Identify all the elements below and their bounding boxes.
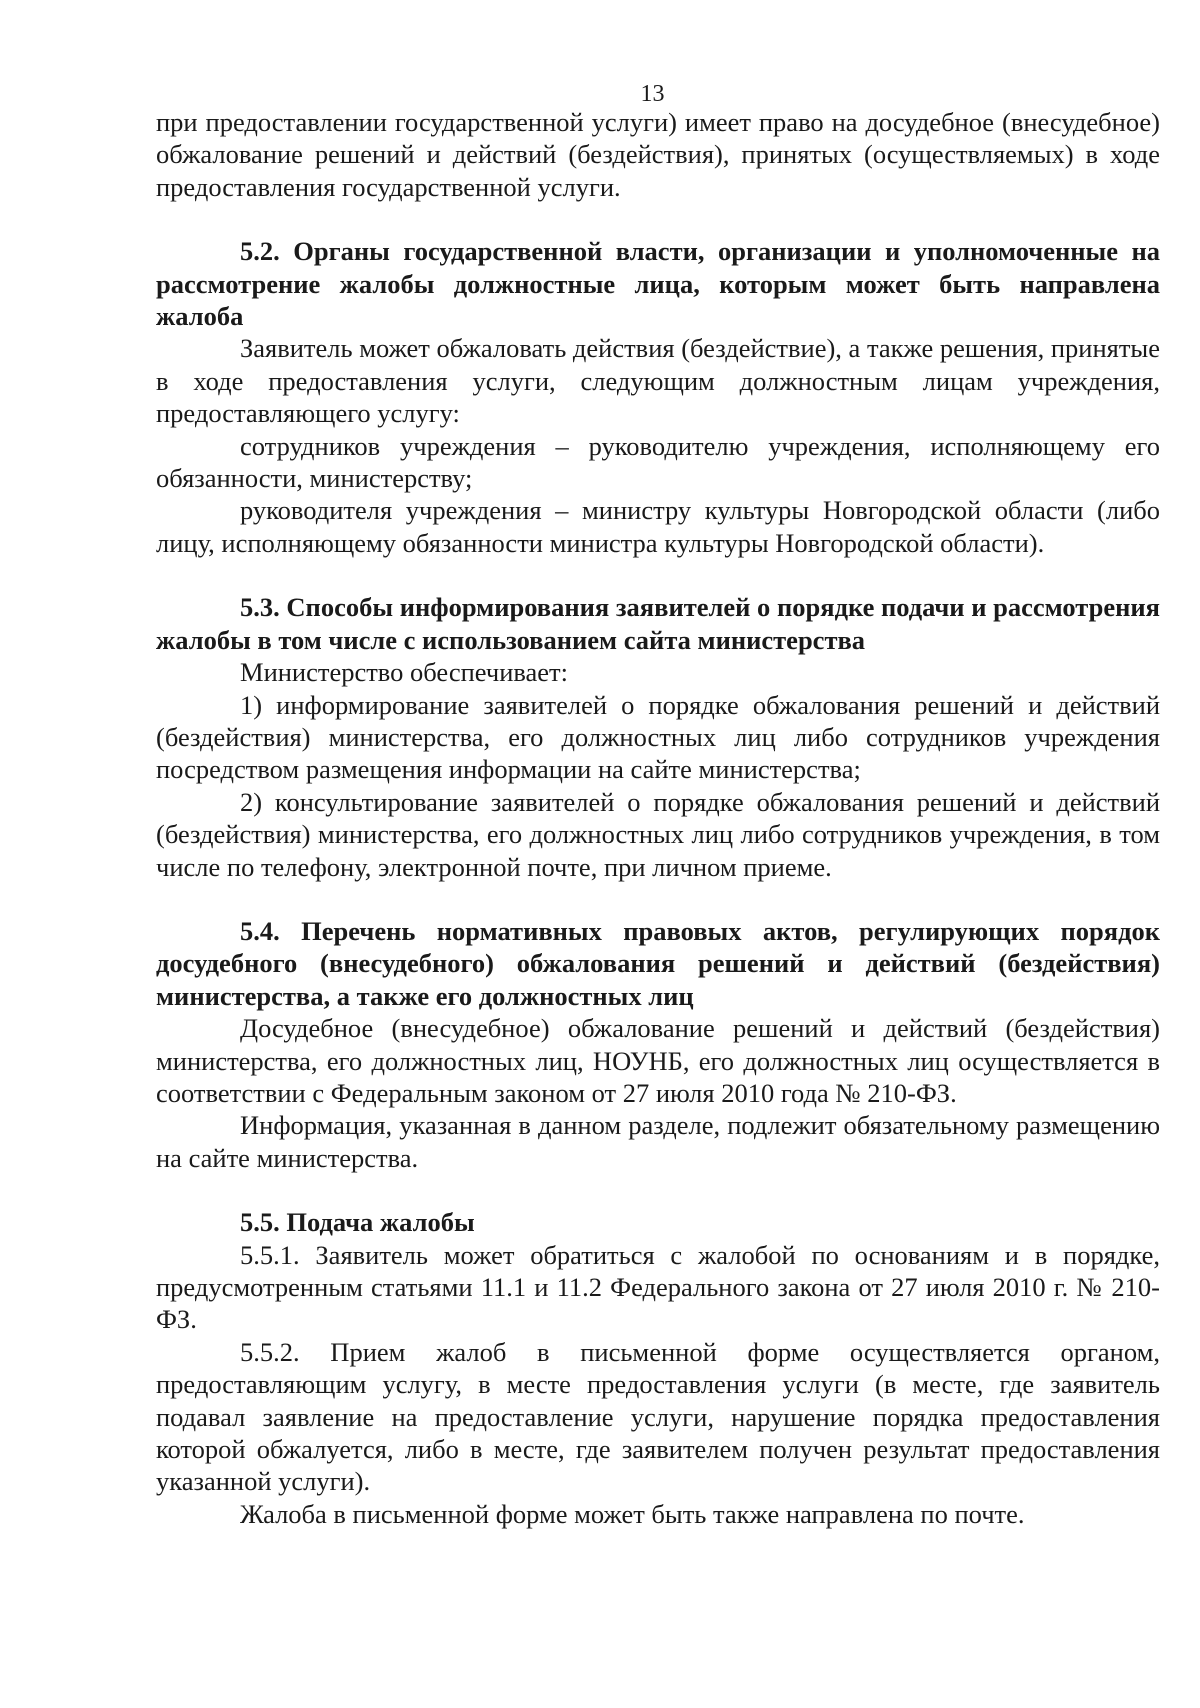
paragraph-5-2-b: сотрудников учреждения – руководителю учреждения, исполняющему его обязанности, министерству; <box>156 430 1160 494</box>
heading-5-4: 5.4. Перечень нормативных правовых актов, регулирующих порядок досудебного (внесудебного) обжалования решений и действий (бездействия) министерства, а также его должностных лиц <box>156 915 1160 1011</box>
page-number: 13 <box>640 81 665 107</box>
paragraph-5-3-a: Министерство обеспечивает: <box>240 657 569 688</box>
paragraph-5-2-c: руководителя учреждения – министру культуры Новгородской области (либо лицу, исполняющему обязанности министра культуры Новгородской области). <box>156 495 1160 558</box>
paragraph-5-5-1: 5.5.1. Заявитель может обратиться с жалобой по основаниям и в порядке, предусмотренным статьями 11.1 и 11.2 Федерального закона от 27 июля 2010 г. № 210-ФЗ. <box>156 1239 1160 1335</box>
heading-5-2: 5.2. Органы государственной власти, организации и уполномоченные на рассмотрение жалобы должностные лица, которым может быть направлена жалоба <box>156 236 1160 332</box>
paragraph-5-3-c: 2) консультирование заявителей о порядке обжалования решений и действий (бездействия) министерства, его должностных лиц либо сотрудников учреждения, в том числе по телефону, электронной почте, при личном приеме. <box>156 786 1160 882</box>
paragraph-intro: при предоставлении государственной услуги) имеет право на досудебное (внесудебное) обжалование решений и действий (бездействия), принятых (осуществляемых) в ходе предоставления государственной услуги. <box>156 107 1160 202</box>
heading-5-5: 5.5. Подача жалобы <box>240 1207 475 1238</box>
document-body <box>156 106 1160 1530</box>
paragraph-5-2-a: Заявитель может обжаловать действия (бездействие), а также решения, принятые в ходе предоставления услуги, следующим должностным лицам учреждения, предоставляющего услугу: <box>156 333 1160 429</box>
heading-5-3: 5.3. Способы информирования заявителей о порядке подачи и рассмотрения жалобы в том числе с использованием сайта министерства <box>156 592 1160 655</box>
paragraph-5-3-b: 1) информирование заявителей о порядке обжалования решений и действий (бездействия) министерства, его должностных лиц либо сотрудников учреждения посредством размещения информации на сайте министерства; <box>156 689 1160 785</box>
paragraph-5-4-a: Досудебное (внесудебное) обжалование решений и действий (бездействия) министерства, его должностных лиц, НОУНБ, его должностных лиц осуществляется в соответствии с Федеральным законом от 27 июля 2010 года № 210-ФЗ. <box>156 1013 1160 1108</box>
paragraph-5-5-2: 5.5.2. Прием жалоб в письменной форме осуществляется органом, предоставляющим услугу, в месте предоставления услуги (в месте, где заявитель подавал заявление на предоставление услуги, нарушение порядка предоставления которой обжалуется, либо в месте, где заявителем получен результат предоставления указанной услуги). <box>156 1336 1160 1497</box>
paragraph-5-5-3: Жалоба в письменной форме может быть также направлена по почте. <box>240 1498 1025 1529</box>
paragraph-5-4-b: Информация, указанная в данном разделе, подлежит обязательному размещению на сайте министерства. <box>156 1110 1160 1173</box>
